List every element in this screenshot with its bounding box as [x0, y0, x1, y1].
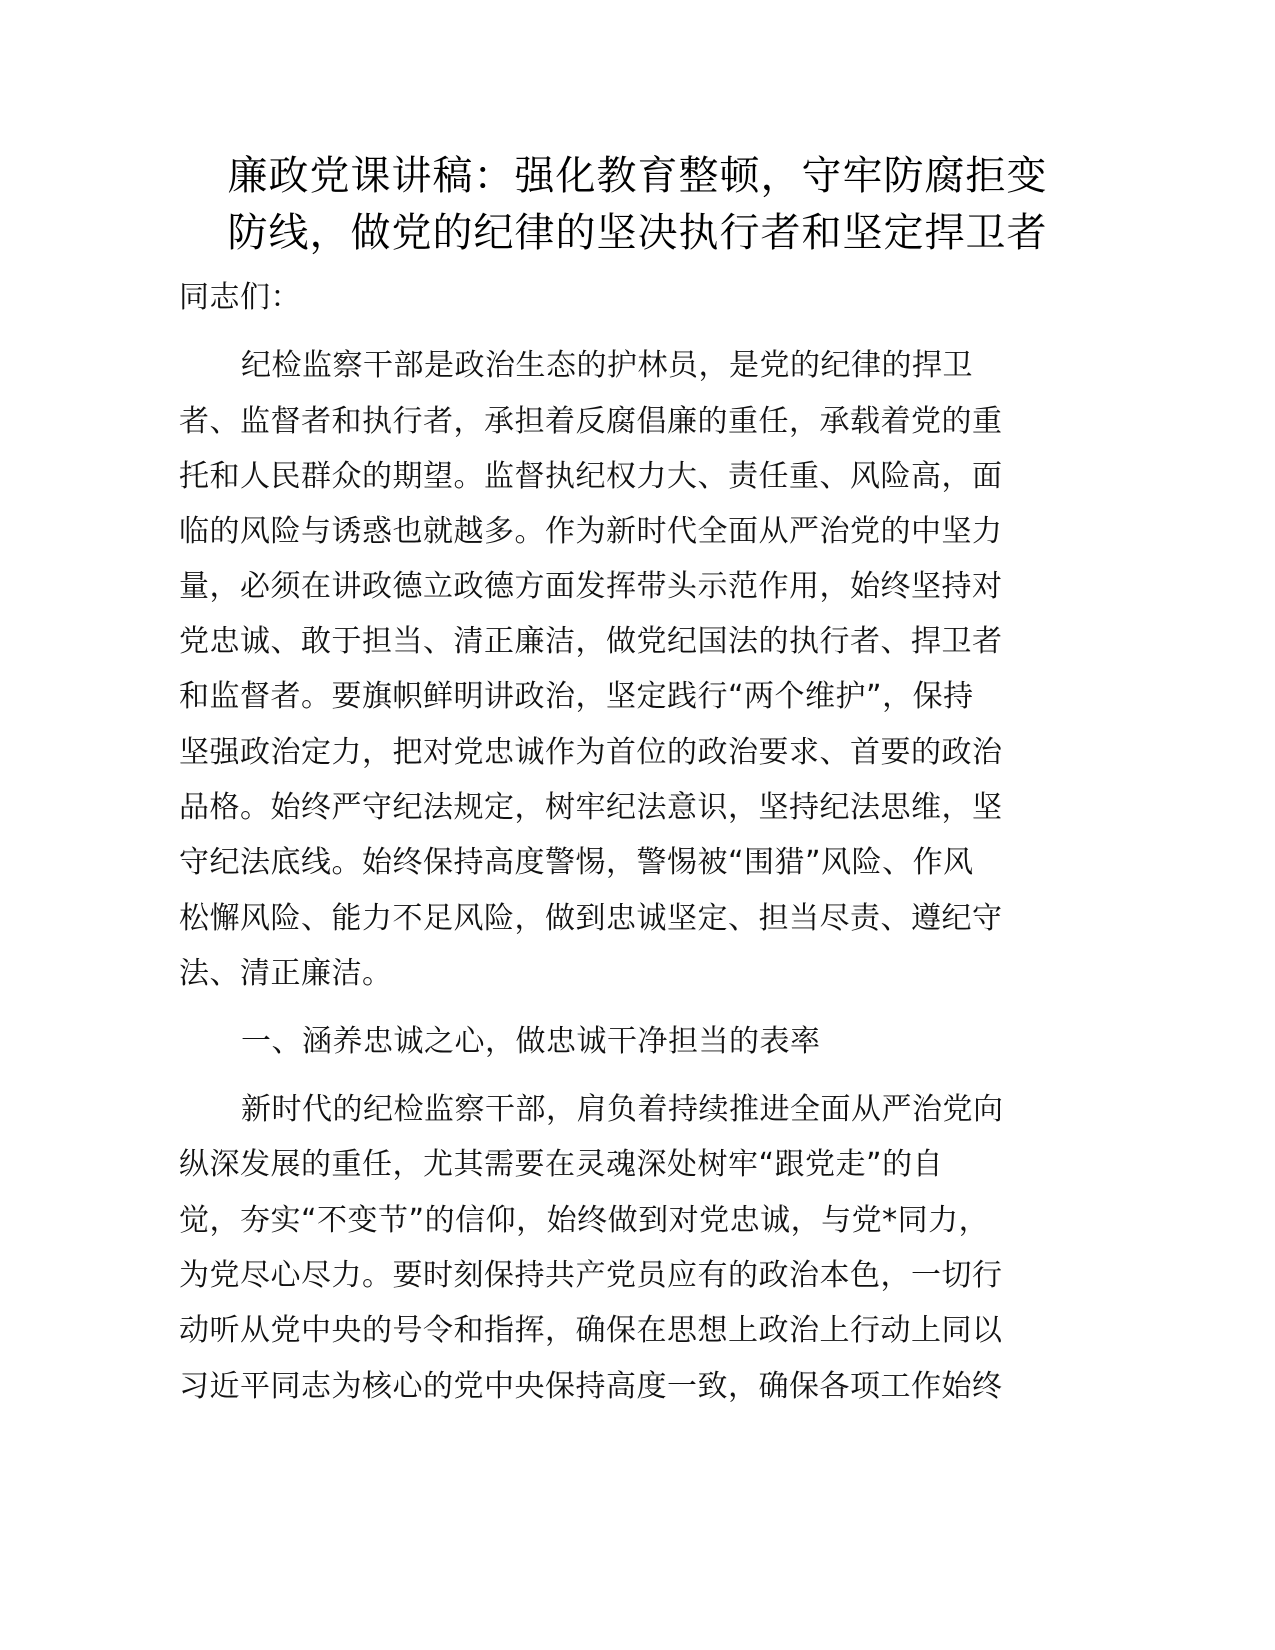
paragraph-line: 者、监督者和执行者，承担着反腐倡廉的重任，承载着党的重 [179, 404, 1003, 439]
paragraph-line: 品格。始终严守纪法规定，树牢纪法意识，坚持纪法思维，坚 [179, 790, 1003, 825]
title-line-1: 廉政党课讲稿：强化教育整顿，守牢防腐拒变 [227, 153, 1048, 199]
paragraph-line: 习近平同志为核心的党中央保持高度一致，确保各项工作始终 [179, 1369, 1003, 1404]
paragraph-line: 和监督者。要旗帜鲜明讲政治，坚定践行“两个维护”，保持 [179, 679, 974, 714]
paragraph-line: 托和人民群众的期望。监督执纪权力大、责任重、风险高，面 [179, 459, 1003, 494]
paragraph-line: 坚强政治定力，把对党忠诚作为首位的政治要求、首要的政治 [179, 735, 1003, 770]
paragraph-line: 新时代的纪检监察干部，肩负着持续推进全面从严治党向 [241, 1092, 1004, 1127]
section-heading-1: 一、涵养忠诚之心，做忠诚干净担当的表率 [241, 1024, 821, 1059]
paragraph-line: 纪检监察干部是政治生态的护林员，是党的纪律的捍卫 [241, 348, 973, 383]
paragraph-line: 觉，夯实“不变节”的信仰，始终做到对党忠诚，与党*同力， [179, 1203, 990, 1238]
paragraph-line: 为党尽心尽力。要时刻保持共产党员应有的政治本色，一切行 [179, 1258, 1003, 1293]
paragraph-line: 量，必须在讲政德立政德方面发挥带头示范作用，始终坚持对 [179, 569, 1003, 604]
paragraph-line: 临的风险与诱惑也就越多。作为新时代全面从严治党的中坚力 [179, 514, 1003, 549]
document-title [150, 148, 1125, 262]
paragraph-line: 纵深发展的重任，尤其需要在灵魂深处树牢“跟党走”的自 [179, 1147, 944, 1182]
paragraph-line: 松懈风险、能力不足风险，做到忠诚坚定、担当尽责、遵纪守 [179, 901, 1003, 936]
paragraph-line: 法、清正廉洁。 [179, 956, 393, 991]
paragraph-line: 党忠诚、敢于担当、清正廉洁，做党纪国法的执行者、捍卫者 [179, 624, 1003, 659]
title-line-2: 防线，做党的纪律的坚决执行者和坚定捍卫者 [227, 210, 1048, 256]
paragraph-line: 动听从党中央的号令和指挥，确保在思想上政治上行动上同以 [179, 1313, 1003, 1348]
paragraph-line: 守纪法底线。始终保持高度警惕，警惕被“围猎”风险、作风 [179, 845, 974, 880]
salutation: 同志们： [179, 280, 301, 315]
